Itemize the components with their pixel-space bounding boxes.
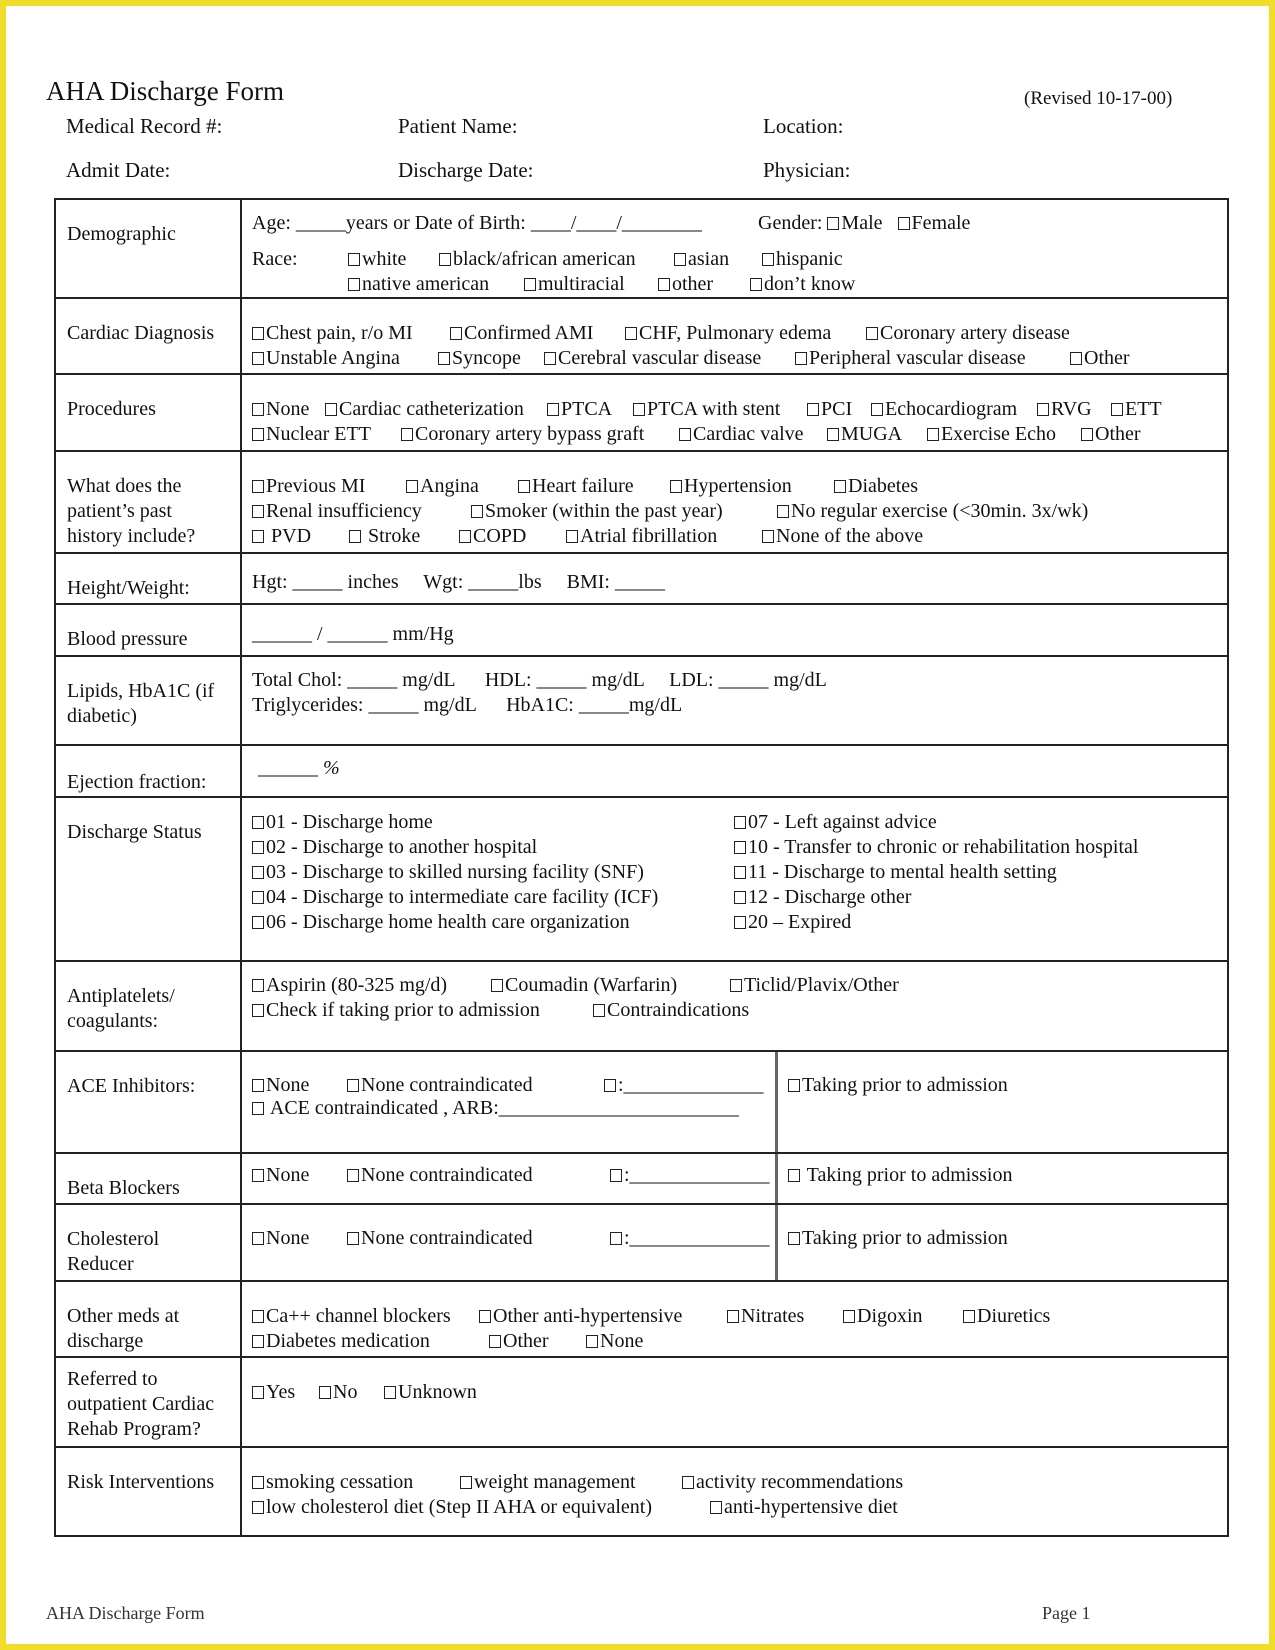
race-black-checkbox[interactable]	[439, 253, 451, 266]
procedure-option: PTCA	[561, 398, 613, 420]
chol-prior-label: Taking prior to admission	[802, 1227, 1008, 1249]
anti-hypertensive-diet-checkbox[interactable]	[710, 1501, 722, 1514]
chf-checkbox[interactable]	[625, 327, 637, 340]
race-label: Race:	[252, 248, 298, 270]
history-option: Smoker (within the past year)	[485, 500, 723, 522]
row-history	[55, 451, 1228, 553]
cardiac-option: Syncope	[452, 347, 521, 369]
height-weight-fields[interactable]: Hgt: _____ inches Wgt: _____lbs BMI: _____	[252, 571, 665, 593]
cardiac-other-checkbox[interactable]	[1070, 352, 1082, 365]
cardiac-option: Cerebral vascular disease	[558, 347, 762, 369]
male-label: Male	[841, 212, 883, 234]
antiplatelet-option: Ticlid/Plavix/Other	[744, 974, 899, 996]
rehab-option: No	[333, 1381, 358, 1403]
activity-recommendations-checkbox[interactable]	[682, 1476, 694, 1489]
echo-checkbox[interactable]	[871, 403, 883, 416]
contraindications-checkbox[interactable]	[593, 1004, 605, 1017]
race-option: white	[362, 248, 407, 270]
muga-checkbox[interactable]	[827, 428, 839, 441]
other-med-none-checkbox[interactable]	[586, 1335, 598, 1348]
stroke-checkbox[interactable]	[349, 530, 361, 543]
race-option: black/african american	[453, 248, 636, 270]
row-ace-inhibitors	[55, 1051, 1228, 1153]
procedure-option: Cardiac catheterization	[339, 398, 524, 420]
rehab-label-line: Referred to	[67, 1368, 158, 1390]
beta-none-label: None	[266, 1164, 310, 1186]
physician-label: Physician:	[763, 158, 851, 182]
chol-none-contra-checkbox[interactable]	[347, 1232, 359, 1245]
race-white-checkbox[interactable]	[348, 253, 360, 266]
nuclear-ett-checkbox[interactable]	[252, 428, 264, 441]
row-blood-pressure	[55, 604, 1228, 656]
heart-failure-checkbox[interactable]	[518, 480, 530, 493]
other-med-option: Nitrates	[741, 1305, 805, 1327]
lipids-fields-row[interactable]: Total Chol: _____ mg/dL HDL: _____ mg/dL LDL: _____ mg/dL	[252, 669, 827, 691]
other-med-option: Other	[503, 1330, 549, 1352]
proc-other-checkbox[interactable]	[1081, 428, 1093, 441]
smoking-cessation-checkbox[interactable]	[252, 1476, 264, 1489]
procedure-option: Echocardiogram	[885, 398, 1018, 420]
history-option: Hypertension	[684, 475, 792, 497]
status-11-checkbox[interactable]	[734, 866, 746, 879]
chol-none-contra-label: None contraindicated	[361, 1227, 533, 1249]
antiplatelet-option: Coumadin (Warfarin)	[505, 974, 678, 996]
no-exercise-checkbox[interactable]	[777, 505, 789, 518]
antiplatelet-option: Contraindications	[607, 999, 750, 1021]
beta-label: Beta Blockers	[67, 1177, 180, 1199]
rvg-checkbox[interactable]	[1037, 403, 1049, 416]
status-12-checkbox[interactable]	[734, 891, 746, 904]
race-asian-checkbox[interactable]	[674, 253, 686, 266]
diuretics-checkbox[interactable]	[963, 1310, 975, 1323]
discharge-status-label: Discharge Status	[67, 821, 202, 843]
history-label-line: What does the	[67, 475, 182, 497]
other-med-option: Diabetes medication	[266, 1330, 430, 1352]
row-lipids	[55, 656, 1228, 745]
coumadin-checkbox[interactable]	[491, 979, 503, 992]
history-label-line: patient’s past	[67, 500, 172, 522]
status-20-checkbox[interactable]	[734, 916, 746, 929]
smoker-checkbox[interactable]	[471, 505, 483, 518]
beta-other-checkbox[interactable]	[610, 1169, 622, 1182]
row-cardiac-rehab	[55, 1357, 1228, 1447]
history-option: Heart failure	[532, 475, 634, 497]
beta-none-contra-label: None contraindicated	[361, 1164, 533, 1186]
risk-option: weight management	[474, 1471, 636, 1493]
procedure-option: ETT	[1125, 398, 1162, 420]
female-label: Female	[911, 212, 971, 234]
ejection-fraction-label: Ejection fraction:	[67, 771, 207, 793]
cardiac-diagnosis-label: Cardiac Diagnosis	[67, 322, 215, 344]
chol-none-label: None	[266, 1227, 310, 1249]
chol-other-checkbox[interactable]	[610, 1232, 622, 1245]
status-option: 02 - Discharge to another hospital	[266, 836, 538, 858]
race-option: multiracial	[538, 273, 625, 295]
race-multiracial-checkbox[interactable]	[524, 278, 536, 291]
lipids-label-line: Lipids, HbA1C (if	[67, 680, 215, 702]
risk-label: Risk Interventions	[67, 1471, 215, 1493]
other-meds-label-line: Other meds at	[67, 1305, 180, 1327]
procedure-option: Nuclear ETT	[266, 423, 371, 445]
risk-option: smoking cessation	[266, 1471, 414, 1493]
row-other-meds	[55, 1281, 1228, 1357]
ace-none-contra-checkbox[interactable]	[347, 1079, 359, 1092]
procedure-option: MUGA	[841, 423, 903, 445]
rehab-label-line: Rehab Program?	[67, 1418, 201, 1440]
beta-prior-label: Taking prior to admission	[802, 1164, 1013, 1186]
race-option: asian	[688, 248, 730, 270]
rehab-option: Unknown	[398, 1381, 477, 1403]
antiplatelet-prior-checkbox[interactable]	[252, 1004, 264, 1017]
lipids-fields-row[interactable]: Triglycerides: _____ mg/dL HbA1C: _____mg/dL	[252, 694, 683, 716]
other-med-option: Digoxin	[857, 1305, 923, 1327]
ace-none-checkbox[interactable]	[252, 1079, 264, 1092]
beta-other-field[interactable]: :______________	[624, 1164, 770, 1186]
race-option: don’t know	[764, 273, 856, 295]
other-med-option: Diuretics	[977, 1305, 1051, 1327]
height-weight-label: Height/Weight:	[67, 577, 190, 599]
ticlid-checkbox[interactable]	[730, 979, 742, 992]
status-option: 01 - Discharge home	[266, 811, 433, 833]
ace-prior-checkbox[interactable]	[788, 1079, 800, 1092]
other-meds-label-line: discharge	[67, 1330, 144, 1352]
none-above-checkbox[interactable]	[762, 530, 774, 543]
cardiac-option: Confirmed AMI	[464, 322, 594, 344]
demographic-label: Demographic	[67, 223, 176, 245]
rehab-unknown-checkbox[interactable]	[384, 1386, 396, 1399]
aspirin-checkbox[interactable]	[252, 979, 264, 992]
row-cholesterol-reducer	[55, 1204, 1228, 1281]
other-med-option: Other anti-hypertensive	[493, 1305, 683, 1327]
lipids-label-line: diabetic)	[67, 705, 137, 727]
race-option: other	[672, 273, 714, 295]
history-option: Angina	[420, 475, 479, 497]
female-checkbox[interactable]	[898, 217, 910, 230]
ace-none-label: None	[266, 1074, 310, 1096]
ace-none-contra-label: None contraindicated	[361, 1074, 533, 1096]
revised-date: (Revised 10-17-00)	[1024, 88, 1173, 109]
admit-date-label: Admit Date:	[66, 158, 171, 182]
cardiac-option: Peripheral vascular disease	[809, 347, 1026, 369]
rehab-label-line: outpatient Cardiac	[67, 1393, 215, 1415]
row-antiplatelets	[55, 961, 1228, 1051]
status-option: 03 - Discharge to skilled nursing facility (SNF)	[266, 861, 644, 883]
history-option: Diabetes	[848, 475, 918, 497]
history-option: None of the above	[776, 525, 924, 547]
history-option: PVD	[266, 525, 312, 547]
race-hispanic-checkbox[interactable]	[762, 253, 774, 266]
row-discharge-status	[55, 797, 1228, 961]
row-risk-interventions	[55, 1447, 1228, 1536]
history-option: No regular exercise (<30min. 3x/wk)	[791, 500, 1089, 522]
blood-pressure-label: Blood pressure	[67, 628, 188, 650]
cardiac-option: Coronary artery disease	[880, 322, 1070, 344]
pvd-checkbox[interactable]	[252, 530, 264, 543]
procedure-option: None	[266, 398, 310, 420]
procedure-option: PCI	[821, 398, 853, 420]
footer-form-name: AHA Discharge Form	[46, 1603, 205, 1623]
race-option: hispanic	[776, 248, 843, 270]
status-03-checkbox[interactable]	[252, 866, 264, 879]
race-native-checkbox[interactable]	[348, 278, 360, 291]
discharge-form-table	[54, 198, 1229, 1537]
row-procedures	[55, 374, 1228, 451]
peripheral-vascular-checkbox[interactable]	[795, 352, 807, 365]
patient-name-label: Patient Name:	[398, 114, 518, 138]
chest-pain-checkbox[interactable]	[252, 327, 264, 340]
other-med-option: None	[600, 1330, 644, 1352]
antiplatelets-label-line: Antiplatelets/	[67, 985, 175, 1007]
nitrates-checkbox[interactable]	[727, 1310, 739, 1323]
coronary-artery-disease-checkbox[interactable]	[866, 327, 878, 340]
low-cholesterol-diet-checkbox[interactable]	[252, 1501, 264, 1514]
status-option: 06 - Discharge home health care organization	[266, 911, 630, 933]
race-option: native american	[362, 273, 490, 295]
ejection-fraction-field[interactable]: ______ %	[258, 757, 340, 779]
beta-none-contra-checkbox[interactable]	[347, 1169, 359, 1182]
ace-prior-label: Taking prior to admission	[802, 1074, 1008, 1096]
status-10-checkbox[interactable]	[734, 841, 746, 854]
cholesterol-label-line: Reducer	[67, 1253, 134, 1275]
gender-label: Gender:	[758, 212, 823, 234]
cholesterol-label-line: Cholesterol	[67, 1228, 160, 1250]
cardiac-valve-checkbox[interactable]	[679, 428, 691, 441]
status-option: 11 - Discharge to mental health setting	[748, 861, 1057, 883]
proc-none-checkbox[interactable]	[252, 403, 264, 416]
risk-option: anti-hypertensive diet	[724, 1496, 898, 1518]
history-option: Renal insufficiency	[266, 500, 422, 522]
history-option: Atrial fibrillation	[580, 525, 718, 547]
arb-field[interactable]: ACE contraindicated , ARB:________________________	[266, 1097, 739, 1119]
procedure-option: Exercise Echo	[941, 423, 1056, 445]
hypertension-checkbox[interactable]	[670, 480, 682, 493]
diabetes-med-checkbox[interactable]	[252, 1335, 264, 1348]
row-cardiac-diagnosis	[55, 298, 1228, 374]
status-01-checkbox[interactable]	[252, 816, 264, 829]
diabetes-checkbox[interactable]	[834, 480, 846, 493]
status-02-checkbox[interactable]	[252, 841, 264, 854]
cardiac-option: Unstable Angina	[266, 347, 400, 369]
other-med-option: Ca++ channel blockers	[266, 1305, 451, 1327]
rehab-option: Yes	[266, 1381, 296, 1403]
syncope-checkbox[interactable]	[438, 352, 450, 365]
exercise-echo-checkbox[interactable]	[927, 428, 939, 441]
location-label: Location:	[763, 114, 844, 138]
row-ejection-fraction	[55, 745, 1228, 797]
status-option: 10 - Transfer to chronic or rehabilitation hospital	[748, 836, 1139, 858]
procedure-option: Coronary artery bypass graft	[415, 423, 645, 445]
procedure-option: Other	[1095, 423, 1141, 445]
unstable-angina-checkbox[interactable]	[252, 352, 264, 365]
cardiac-cath-checkbox[interactable]	[325, 403, 337, 416]
ace-label: ACE Inhibitors:	[67, 1075, 196, 1097]
status-option: 07 - Left against advice	[748, 811, 937, 833]
footer-page-number: Page 1	[1042, 1603, 1091, 1623]
row-demographic	[55, 199, 1228, 298]
other-med-other-checkbox[interactable]	[489, 1335, 501, 1348]
ace-other-checkbox[interactable]	[604, 1079, 616, 1092]
pci-checkbox[interactable]	[807, 403, 819, 416]
procedure-option: RVG	[1051, 398, 1092, 420]
angina-checkbox[interactable]	[406, 480, 418, 493]
digoxin-checkbox[interactable]	[843, 1310, 855, 1323]
history-label-line: history include?	[67, 525, 196, 547]
cardiac-option: Other	[1084, 347, 1130, 369]
history-option: Previous MI	[266, 475, 366, 497]
cabg-checkbox[interactable]	[401, 428, 413, 441]
discharge-date-label: Discharge Date:	[398, 158, 534, 182]
status-option: 20 – Expired	[748, 911, 852, 933]
chol-prior-checkbox[interactable]	[788, 1232, 800, 1245]
procedure-option: Cardiac valve	[693, 423, 804, 445]
beta-prior-checkbox[interactable]	[788, 1169, 800, 1182]
anti-hypertensive-checkbox[interactable]	[479, 1310, 491, 1323]
weight-management-checkbox[interactable]	[460, 1476, 472, 1489]
cerebral-vascular-checkbox[interactable]	[544, 352, 556, 365]
form-title: AHA Discharge Form	[46, 76, 284, 106]
risk-option: activity recommendations	[696, 1471, 904, 1493]
male-checkbox[interactable]	[827, 217, 839, 230]
age-field[interactable]: Age: _____years or Date of Birth: ____/____/________	[252, 212, 702, 234]
history-option: Stroke	[363, 525, 421, 547]
status-06-checkbox[interactable]	[252, 916, 264, 929]
cardiac-option: Chest pain, r/o MI	[266, 322, 413, 344]
ace-contra-checkbox[interactable]	[252, 1102, 264, 1115]
copd-checkbox[interactable]	[459, 530, 471, 543]
ace-other-field[interactable]: :______________	[618, 1074, 764, 1096]
beta-none-checkbox[interactable]	[252, 1169, 264, 1182]
history-option: COPD	[473, 525, 527, 547]
cardiac-option: CHF, Pulmonary edema	[639, 322, 832, 344]
afib-checkbox[interactable]	[566, 530, 578, 543]
confirmed-ami-checkbox[interactable]	[450, 327, 462, 340]
chol-other-field[interactable]: :______________	[624, 1227, 770, 1249]
antiplatelets-label-line: coagulants:	[67, 1010, 159, 1032]
status-option: 04 - Discharge to intermediate care facility (ICF)	[266, 886, 659, 908]
chol-none-checkbox[interactable]	[252, 1232, 264, 1245]
race-dont-know-checkbox[interactable]	[750, 278, 762, 291]
previous-mi-checkbox[interactable]	[252, 480, 264, 493]
ptca-stent-checkbox[interactable]	[633, 403, 645, 416]
row-beta-blockers	[55, 1153, 1228, 1204]
status-04-checkbox[interactable]	[252, 891, 264, 904]
ca-blockers-checkbox[interactable]	[252, 1310, 264, 1323]
status-option: 12 - Discharge other	[748, 886, 912, 908]
rehab-yes-checkbox[interactable]	[252, 1386, 264, 1399]
procedures-label: Procedures	[67, 398, 156, 420]
ptca-checkbox[interactable]	[547, 403, 559, 416]
antiplatelet-option: Check if taking prior to admission	[266, 999, 540, 1021]
rehab-no-checkbox[interactable]	[319, 1386, 331, 1399]
ett-checkbox[interactable]	[1111, 403, 1123, 416]
blood-pressure-field[interactable]: ______ / ______ mm/Hg	[252, 623, 454, 645]
procedure-option: PTCA with stent	[647, 398, 781, 420]
renal-checkbox[interactable]	[252, 505, 264, 518]
risk-option: low cholesterol diet (Step II AHA or equivalent)	[266, 1496, 653, 1518]
row-height-weight	[55, 553, 1228, 604]
medical-record-label: Medical Record #:	[66, 114, 223, 138]
race-other-checkbox[interactable]	[658, 278, 670, 291]
status-07-checkbox[interactable]	[734, 816, 746, 829]
antiplatelet-option: Aspirin (80-325 mg/d)	[266, 974, 448, 996]
